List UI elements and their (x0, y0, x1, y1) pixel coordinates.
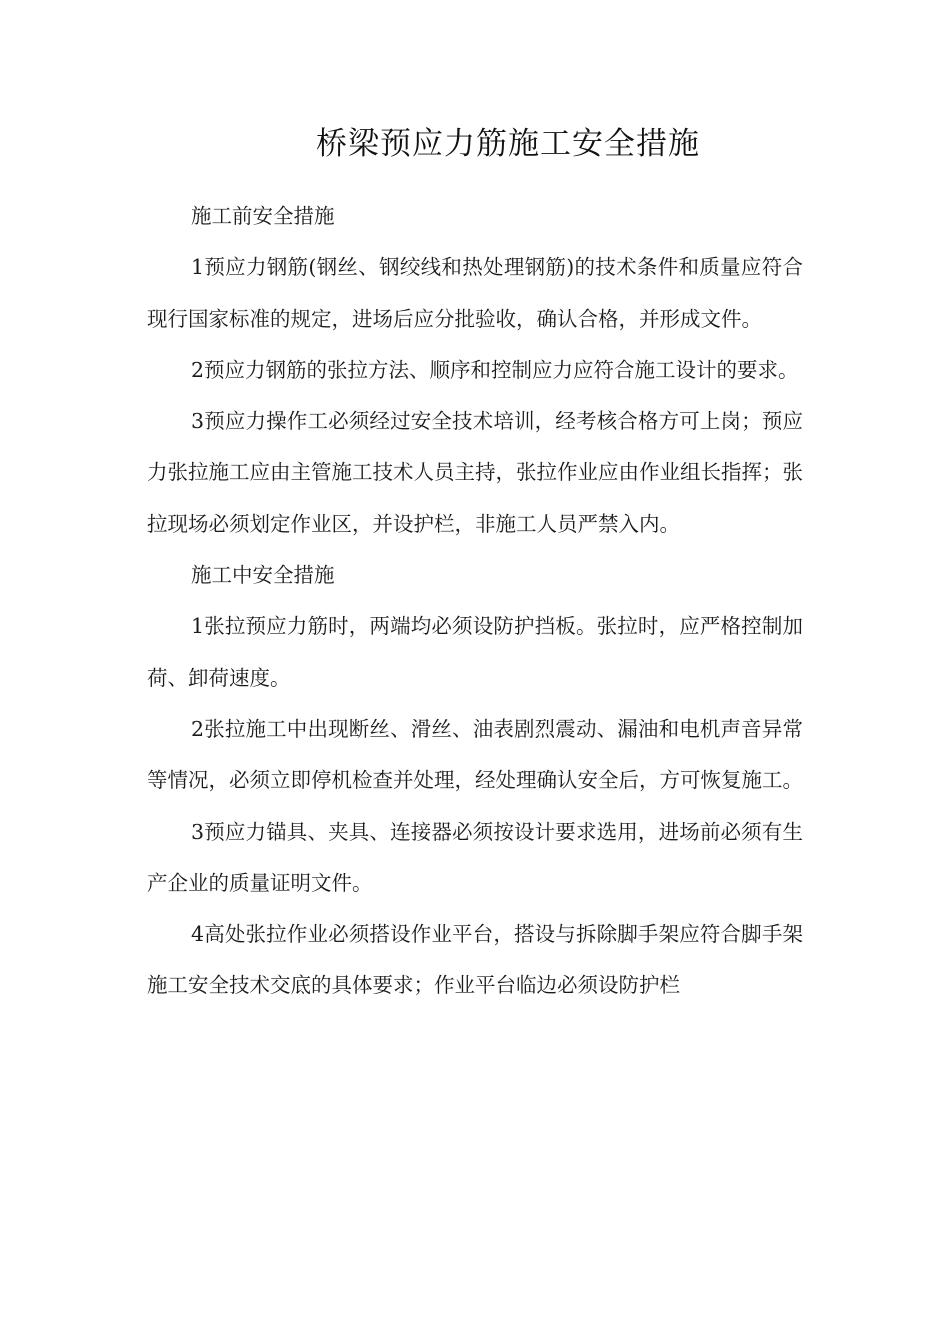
paragraph: 2预应力钢筋的张拉方法、顺序和控制应力应符合施工设计的要求。 (191, 357, 799, 382)
paragraph: 4高处张拉作业必须搭设作业平台，搭设与拆除脚手架应符合脚手架施工安全技术交底的具体要求；作业平台临边必须设防护栏 (147, 922, 803, 998)
paragraph: 3预应力锚具、夹具、连接器必须按设计要求选用，进场前必须有生产企业的质量证明文件。 (147, 819, 803, 895)
section-heading-pre-construction: 施工前安全措施 (191, 204, 335, 228)
section-heading-during-construction: 施工中安全措施 (191, 563, 335, 588)
paragraph: 2张拉施工中出现断丝、滑丝、油表剧烈震动、漏油和电机声音异常等情况，必须立即停机检查并处理，经处理确认安全后，方可恢复施工。 (147, 716, 803, 793)
paragraph: 3预应力操作工必须经过安全技术培训，经考核合格方可上岗；预应力张拉施工应由主管施工技术人员主持，张拉作业应由作业组长指挥；张拉现场必须划定作业区，并设护栏，非施工人员严禁入内。 (147, 409, 803, 536)
document-title: 桥梁预应力筋施工安全措施 (316, 126, 700, 162)
paragraph: 1张拉预应力筋时，两端均必须设防护挡板。张拉时，应严格控制加荷、卸荷速度。 (147, 614, 803, 690)
document-body (147, 191, 803, 1012)
paragraph: 1预应力钢筋(钢丝、钢绞线和热处理钢筋)的技术条件和质量应符合现行国家标准的规定，进场后应分批验收，确认合格，并形成文件。 (147, 255, 803, 331)
